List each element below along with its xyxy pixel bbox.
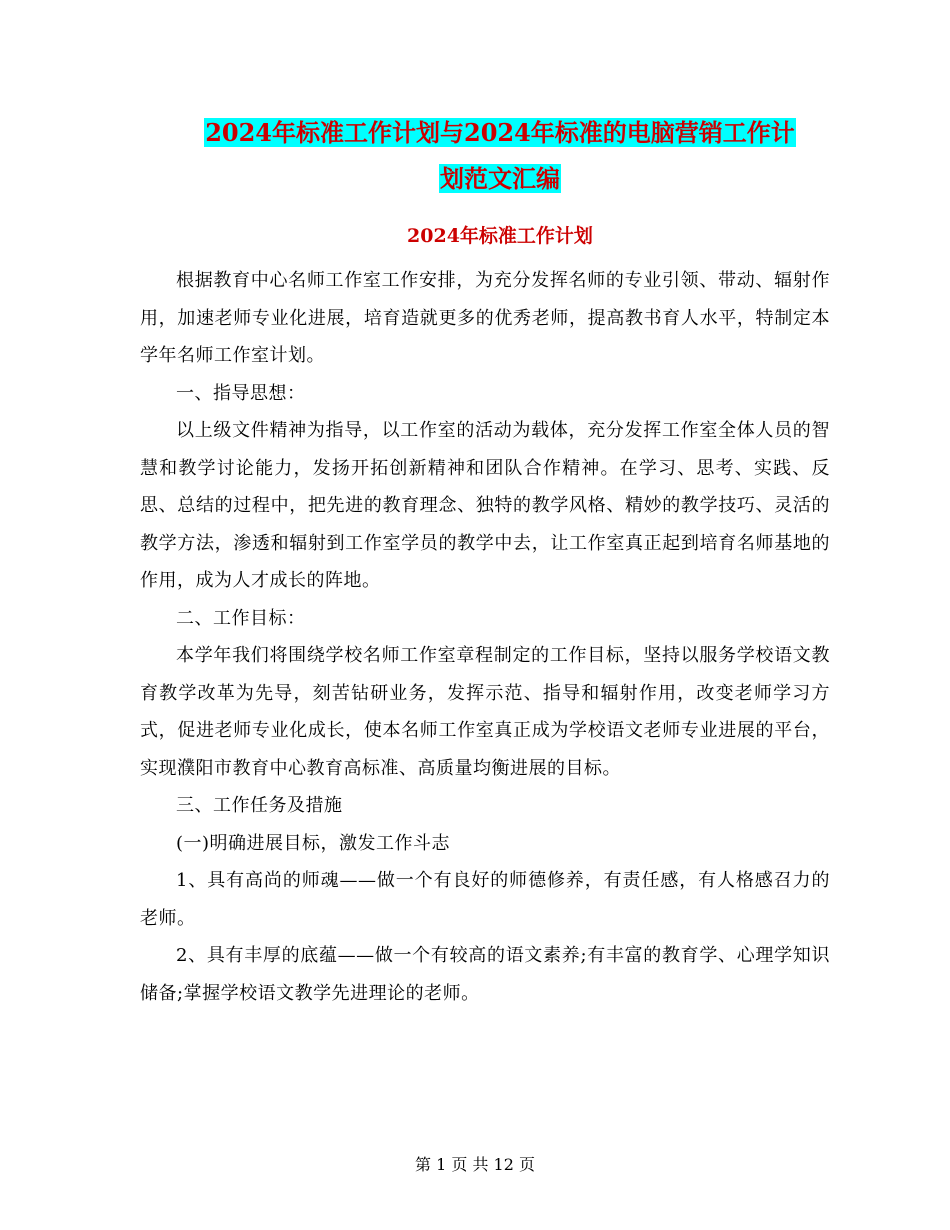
list-item-1: 1、具有高尚的师魂——做一个有良好的师德修养，有责任感，有人格感召力的老师。 xyxy=(140,870,830,929)
list-item-2: 2、具有丰厚的底蕴——做一个有较高的语文素养;有丰富的教育学、心理学知识储备;掌握学校语文教学先进理论的老师。 xyxy=(140,945,830,1004)
heading-work-goals: 二、工作目标： xyxy=(176,607,306,629)
title-line-1: 2024年标准工作计划与2024年标准的电脑营销工作计 xyxy=(205,118,795,147)
document-title xyxy=(140,110,860,202)
heading-tasks-measures: 三、工作任务及措施 xyxy=(176,795,343,816)
heading-guiding-ideology: 一、指导思想： xyxy=(176,382,306,404)
title-line-2: 划范文汇编 xyxy=(440,164,560,193)
subheading-goals-motivation: (一)明确进展目标，激发工作斗志 xyxy=(176,832,451,854)
paragraph-work-goals: 本学年我们将围绕学校名师工作室章程制定的工作目标，坚持以服务学校语文教育教学改革为先导，刻苦钻研业务，发挥示范、指导和辐射作用，改变老师学习方式，促进老师专业化成长，使本名师工作室真正成为学校语文老师专业进展的平台，实现濮阳市教育中心教育高标准、高质量均衡进展的目标。 xyxy=(140,645,830,779)
section-title: 2024年标准工作计划 xyxy=(407,225,593,247)
page-footer: 第 1 页 共 12 页 xyxy=(415,1155,535,1174)
paragraph-intro: 根据教育中心名师工作室工作安排，为充分发挥名师的专业引领、带动、辐射作用，加速老师专业化进展，培育造就更多的优秀老师，提高教书育人水平，特制定本学年名师工作室计划。 xyxy=(140,270,830,366)
paragraph-guiding-ideology: 以上级文件精神为指导，以工作室的活动为载体，充分发挥工作室全体人员的智慧和教学讨论能力，发扬开拓创新精神和团队合作精神。在学习、思考、实践、反思、总结的过程中，把先进的教育理念、独特的教学风格、精妙的教学技巧、灵活的教学方法，渗透和辐射到工作室学员的教学中去，让工作室真正起到培育名师基地的作用，成为人才成长的阵地。 xyxy=(140,420,830,591)
document-body xyxy=(140,262,830,1012)
